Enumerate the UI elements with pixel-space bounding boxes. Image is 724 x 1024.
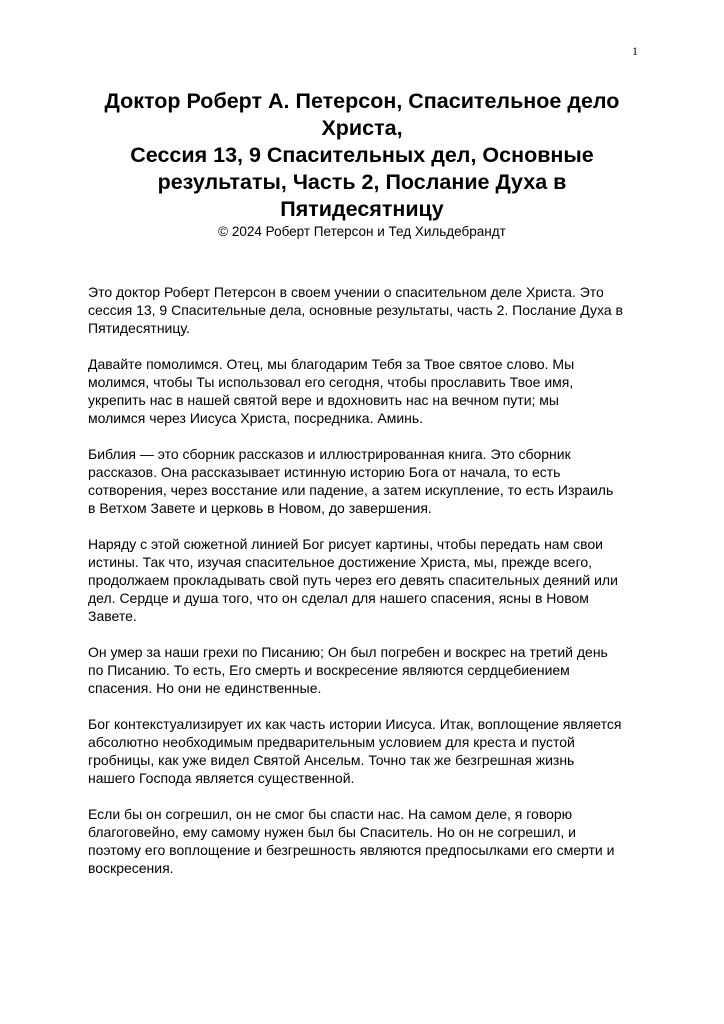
- text-line: нашего Господа является существенной.: [88, 770, 355, 786]
- paragraph-6: [88, 715, 648, 787]
- text-line: гробницы, как уже видел Святой Ансельм. Точно так же безгрешная жизнь: [88, 752, 575, 768]
- text-line: Наряду с этой сюжетной линией Бог рисует картины, чтобы передать нам свои: [88, 536, 603, 552]
- paragraph-2: [88, 355, 648, 427]
- title-line-4: результаты, Часть 2, Послание Духа в: [157, 170, 567, 194]
- text-line: по Писанию. То есть, Его смерть и воскресение являются сердцебиением: [88, 662, 570, 678]
- title-line-2: Христа,: [321, 116, 403, 140]
- text-line: продолжаем прокладывать свой путь через его девять спасительных деяний или: [88, 572, 618, 588]
- paragraph-5: [88, 643, 648, 697]
- title-line-3: Сессия 13, 9 Спасительных дел, Основные: [130, 143, 594, 167]
- title-line-1: Доктор Роберт А. Петерсон, Спасительное дело: [104, 89, 620, 113]
- text-line: укрепить нас в нашей святой вере и вдохновить нас на вечном пути; мы: [88, 392, 559, 408]
- title-line-5: Пятидесятницу: [280, 197, 444, 221]
- text-line: благоговейно, ему самому нужен был бы Спаситель. Но он не согрешил, и: [88, 824, 576, 840]
- text-line: дел. Сердце и душа того, что он сделал для нашего спасения, ясны в Новом: [88, 590, 589, 606]
- text-line: спасения. Но они не единственные.: [88, 680, 322, 696]
- text-line: Бог контекстуализирует их как часть истории Иисуса. Итак, воплощение является: [88, 716, 622, 732]
- text-line: Это доктор Роберт Петерсон в своем учении о спасительном деле Христа. Это: [88, 284, 604, 300]
- text-line: Если бы он согрешил, он не смог бы спасти нас. На самом деле, я говорю: [88, 806, 573, 822]
- text-line: Пятидесятницу.: [88, 320, 190, 336]
- text-line: сотворения, через восстание или падение, а затем искупление, то есть Израиль: [88, 482, 614, 498]
- paragraph-1: [88, 283, 648, 337]
- text-line: молимся, чтобы Ты использовал его сегодня, чтобы прославить Твое имя,: [88, 374, 574, 390]
- text-line: истины. Так что, изучая спасительное достижение Христа, мы, прежде всего,: [88, 554, 593, 570]
- text-line: воскресения.: [88, 860, 174, 876]
- text-line: Завете.: [88, 608, 137, 624]
- text-line: абсолютно необходимым предварительным условием для креста и пустой: [88, 734, 575, 750]
- text-line: Библия — это сборник рассказов и иллюстрированная книга. Это сборник: [88, 446, 571, 462]
- text-line: молимся через Иисуса Христа, посредника. Аминь.: [88, 410, 424, 426]
- paragraph-4: [88, 535, 648, 625]
- paragraph-3: [88, 445, 648, 517]
- text-line: в Ветхом Завете и церковь в Новом, до завершения.: [88, 500, 432, 516]
- text-line: сессия 13, 9 Спасительные дела, основные результаты, часть 2. Послание Духа в: [88, 302, 623, 318]
- paragraph-7: [88, 805, 648, 877]
- text-line: Давайте помолимся. Отец, мы благодарим Тебя за Твое святое слово. Мы: [88, 356, 575, 372]
- document-header: [60, 88, 664, 241]
- text-line: рассказов. Она рассказывает истинную историю Бога от начала, то есть: [88, 464, 561, 480]
- copyright-notice: © 2024 Роберт Петерсон и Тед Хильдебрандт: [218, 224, 506, 239]
- document-body: [88, 283, 648, 895]
- page-number: 1: [632, 44, 638, 58]
- text-line: поэтому его воплощение и безгрешность являются предпосылками его смерти и: [88, 842, 615, 858]
- text-line: Он умер за наши грехи по Писанию; Он был погребен и воскрес на третий день: [88, 644, 608, 660]
